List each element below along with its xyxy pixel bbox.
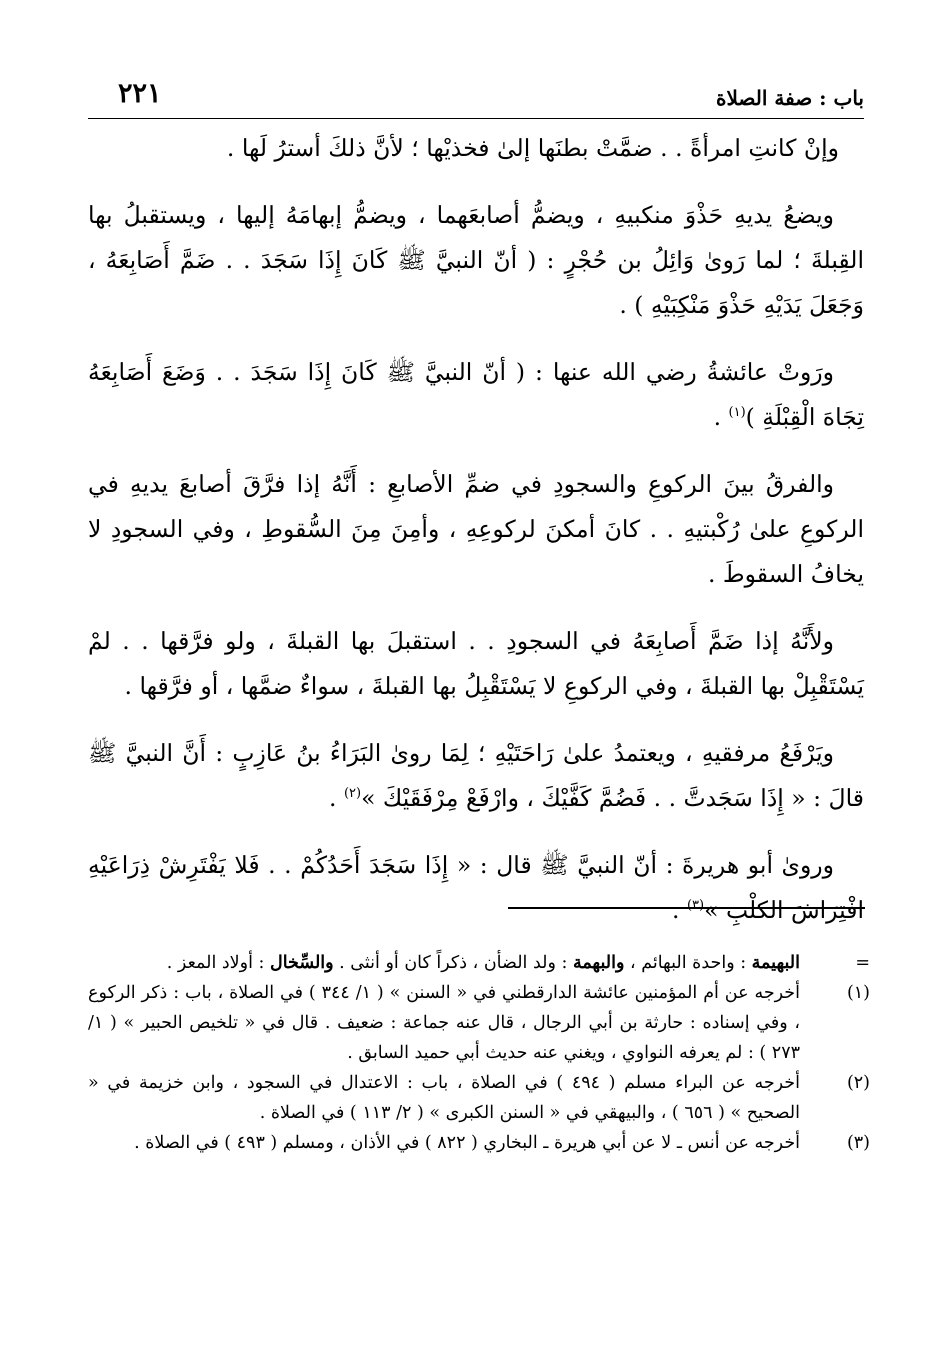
- footnote-2: [88, 1068, 870, 1128]
- paragraph-6-text: ويَرْفَعُ مرفقيهِ ، ويعتمدُ علىٰ رَاحَتَيْهِ ؛ لِمَا روىٰ البَرَاءُ بنُ عَازِبٍ : أَنَّ النبيَّ ﷺ قالَ : « إِذَا سَجَدتَّ . . فَضُمَّ كَفَّيْكَ ، وارْفَعْ مِرْفَقَيْكَ »: [88, 739, 864, 812]
- footnote-text: أخرجه عن أنس ـ لا عن أبي هريرة ـ البخاري ( ٨٢٢ ) في الأذان ، ومسلم ( ٤٩٣ ) في الصلاة .: [134, 1133, 800, 1153]
- main-text: [88, 126, 864, 955]
- footnote-1: [88, 978, 870, 1068]
- footnote-text: أخرجه عن أم المؤمنين عائشة الدارقطني في « السنن » ( ١/ ٣٤٤ ) في الصلاة ، باب : ذكر الركوع ، وفي إسناده : حارثة بن أبي الرجال ، قال عنه جماعة : ضعيف . قال في « تلخيص الحبير » ( ١/ ٢٧٣ ) : لم يعرفه النواوي ، ويغني عنه حديث أبي حميد السابق .: [88, 983, 800, 1063]
- footnote-number: (١): [846, 983, 870, 1003]
- paragraph-5-text: ولأَنَّهُ إذا ضَمَّ أَصابِعَهُ في السجودِ . . استقبلَ بها القبلةَ ، ولو فرَّقها . . لمْ يَسْتَقْبِلْ بها القبلةَ ، وفي الركوعِ لا يَسْتَقْبِلُ بها القبلةَ ، سواءٌ ضمَّها ، أو فرَّقها .: [88, 627, 864, 700]
- def-bahma: : ولد الضأن ، ذكراً كان أو أنثى .: [333, 953, 573, 973]
- page-header: [88, 78, 864, 119]
- paragraph-7: [88, 843, 864, 933]
- term-bahma: والبهمة: [572, 953, 625, 973]
- footnote-number: (٣): [846, 1133, 870, 1153]
- paragraph-2-text: ويضعُ يديهِ حَذْوَ منكبيهِ ، ويضمُّ أصابعَهما ، ويضمُّ إبهامَهُ إليها ، ويستقبلُ بها القِبلةَ ؛ لما رَوىٰ وَائِلُ بن حُجْرٍ : ( أنّ النبيَّ ﷺ كَانَ إِذَا سَجَدَ . . ضَمَّ أَصَابِعَهُ ، وَجَعَلَ يَدَيْهِ حَذْوَ مَنْكِبَيْهِ ) .: [88, 201, 864, 319]
- paragraph-1-text: وإنْ كانتِ امرأةً . . ضمَّتْ بطنَها إلىٰ فخذيْها ؛ لأنَّ ذلكَ أسترُ لَها .: [226, 134, 839, 162]
- footnote-separator: [508, 907, 865, 909]
- paragraph-3: [88, 350, 864, 440]
- paragraph-5: [88, 619, 864, 709]
- paragraph-6: [88, 731, 864, 821]
- paragraph-2: [88, 193, 864, 328]
- footnotes: [88, 948, 870, 1158]
- paragraph-3-end: .: [713, 403, 729, 431]
- footnote-ref-1[interactable]: (١): [728, 405, 746, 421]
- footnote-continuation: [88, 948, 870, 978]
- def-sikhal: : أولاد المعز .: [166, 953, 270, 973]
- term-bahima: البهيمة: [751, 953, 800, 973]
- footnote-text: أخرجه عن البراء مسلم ( ٤٩٤ ) في الصلاة ، باب : الاعتدال في السجود ، وابن خزيمة في « الصحيح » ( ٦٥٦ ) ، والبيهقي في « السنن الكبرى » ( ٢/ ١١٣ ) في الصلاة .: [88, 1073, 800, 1123]
- def-bahima: : واحدة البهائم ،: [624, 953, 752, 973]
- footnote-ref-3[interactable]: (٣): [686, 898, 705, 914]
- footnote-3: [88, 1128, 870, 1158]
- chapter-title: باب : صفة الصلاة: [716, 86, 864, 110]
- term-sikhal: والسِّخال: [270, 953, 334, 973]
- footnote-ref-2[interactable]: (٢): [343, 786, 362, 802]
- paragraph-4: [88, 462, 864, 597]
- paragraph-7-end: .: [672, 896, 687, 924]
- paragraph-4-text: والفرقُ بينَ الركوعِ والسجودِ في ضمِّ الأصابعِ : أَنَّهُ إذا فرَّقَ أصابعَ يديهِ في الركوعِ علىٰ رُكْبتيهِ . . كانَ أمكنَ لركوعِهِ ، وأمِنَ مِنَ السُّقوطِ ، وفي السجودِ لا يخافُ السقوطَ .: [88, 470, 864, 588]
- paragraph-7-text: وروىٰ أبو هريرةَ : أنّ النبيَّ ﷺ قال : « إِذَا سَجَدَ أَحَدُكُمْ . . فَلا يَفْتَرِشْ ذِرَاعَيْهِ افْتِرَاشَ الكلْبِ »: [88, 851, 864, 924]
- paragraph-1: [88, 126, 864, 171]
- paragraph-6-end: .: [328, 784, 344, 812]
- paragraph-3-text: ورَوتْ عائشةُ رضي الله عنها : ( أنّ النبيَّ ﷺ كَانَ إِذَا سَجَدَ . . وَضَعَ أَصَابِعَهُ تِجَاهَ الْقِبْلَةِ ): [88, 358, 864, 431]
- continuation-marker: =: [855, 953, 870, 973]
- page-number: ٢٢١: [118, 78, 162, 109]
- footnote-number: (٢): [846, 1073, 870, 1093]
